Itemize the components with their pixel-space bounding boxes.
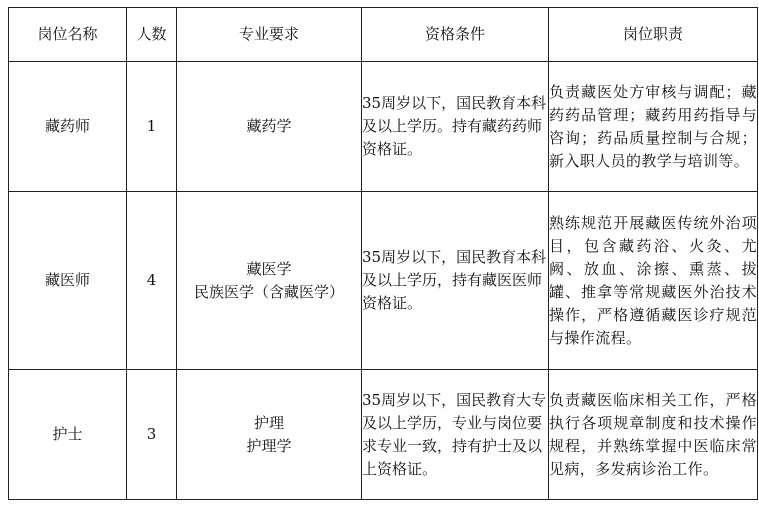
position-name: 藏医师 xyxy=(9,192,127,370)
header-duties: 岗位职责 xyxy=(549,8,758,62)
major-requirement xyxy=(177,62,362,192)
position-name: 护士 xyxy=(9,370,127,500)
job-positions-table xyxy=(8,7,758,500)
position-count: 3 xyxy=(127,370,177,500)
qualification: 35周岁以下，国民教育本科及以上学历，持有藏医医师资格证。 xyxy=(362,192,549,370)
position-count: 4 xyxy=(127,192,177,370)
qualification: 35周岁以下，国民教育大专及以上学历，专业与岗位要求专业一致，持有护士及以上资格证。 xyxy=(362,370,549,500)
header-row xyxy=(9,8,758,62)
major-item: 护理学 xyxy=(246,436,292,455)
major-requirement xyxy=(177,192,362,370)
duties: 熟练规范开展藏医传统外治项目，包含藏药浴、火灸、尤阙、放血、涂擦、熏蒸、拔罐、推拿等常规藏医外治技术操作，严格遵循藏医诊疗规范与操作流程。 xyxy=(549,192,758,370)
major-item: 民族医学（含藏医学） xyxy=(193,282,344,301)
position-count: 1 xyxy=(127,62,177,192)
major-requirement xyxy=(177,370,362,500)
major-item: 护理 xyxy=(253,413,284,432)
header-count: 人数 xyxy=(127,8,177,62)
position-name: 藏药师 xyxy=(9,62,127,192)
header-qualification: 资格条件 xyxy=(362,8,549,62)
duties: 负责藏医临床相关工作，严格执行各项规章制度和技术操作规程，并熟练掌握中医临床常见病，多发病诊治工作。 xyxy=(549,370,758,500)
qualification: 35周岁以下，国民教育本科及以上学历。持有藏药药师资格证。 xyxy=(362,62,549,192)
duties: 负责藏医处方审核与调配；藏药药品管理；藏药用药指导与咨询；药品质量控制与合规；新入职人员的教学与培训等。 xyxy=(549,62,758,192)
header-position-name: 岗位名称 xyxy=(9,8,127,62)
table-row xyxy=(9,192,758,370)
header-major-requirement: 专业要求 xyxy=(177,8,362,62)
table-row xyxy=(9,62,758,192)
major-item: 藏医学 xyxy=(246,259,292,278)
major-item: 藏药学 xyxy=(246,117,292,135)
table-row xyxy=(9,370,758,500)
